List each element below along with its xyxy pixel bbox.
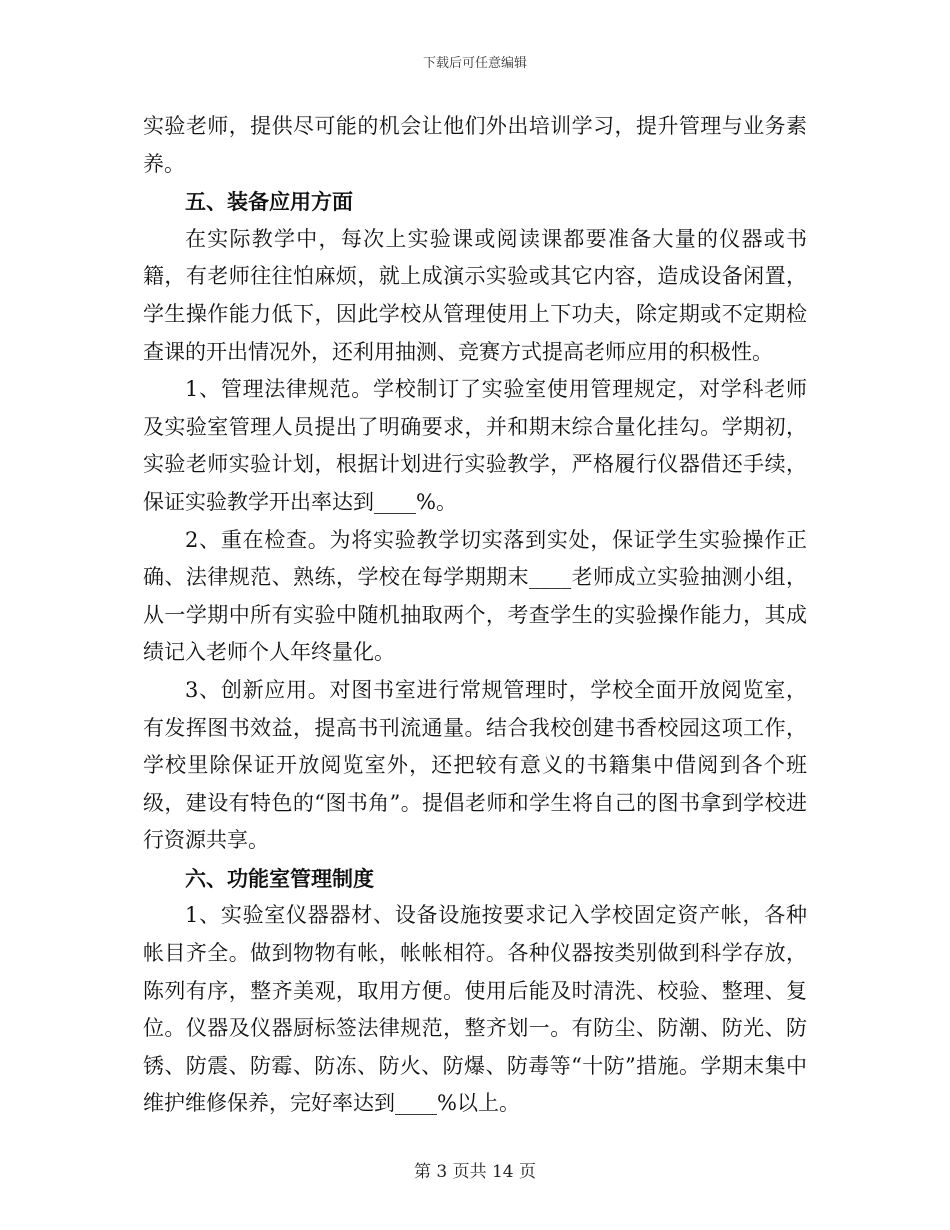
section-heading-function-room-rules: 六、功能室管理制度 [185,865,374,891]
page-number: 第 3 页共 14 页 [413,1162,537,1182]
paragraph-management-rules: 1、管理法律规范。学校制订了实验室使用管理规定，对学科老师及实验室管理人员提出了明确要求，并和期末综合量化挂勾。学期初，实验老师实验计划，根据计划进行实验教学，严格履行仪器借还手续，保证实验教学开出率达到____%。 [143,377,807,514]
document-body [143,108,807,1123]
section-heading-equipment-application: 五、装备应用方面 [185,189,353,215]
paragraph-innovation-application: 3、创新应用。对图书室进行常规管理时，学校全面开放阅览室，有发挥图书效益，提高书刊流通量。结合我校创建书香校园这项工作，学校里除保证开放阅览室外，还把较有意义的书籍集中借阅到各个班级，建设有特色的“图书角”。提倡老师和学生将自己的图书拿到学校进行资源共享。 [143,677,807,853]
paragraph-lab-equipment: 1、实验室仪器器材、设备设施按要求记入学校固定资产帐，各种帐目齐全。做到物物有帐，帐帐相符。各种仪器按类别做到科学存放，陈列有序，整齐美观，取用方便。使用后能及时清洗、校验、整理、复位。仪器及仪器厨标签法律规范，整齐划一。有防尘、防潮、防光、防锈、防震、防霉、防冻、防火、防爆、防毒等“十防”措施。学期末集中维护维修保养，完好率达到____%以上。 [143,903,807,1116]
paragraph-inspection: 2、重在检查。为将实验教学切实落到实处，保证学生实验操作正确、法律规范、熟练，学校在每学期期末____老师成立实验抽测小组，从一学期中所有实验中随机抽取两个，考查学生的实验操作能力，其成绩记入老师个人年终量化。 [143,527,807,665]
page-header: 下载后可任意编辑 [422,56,527,71]
paragraph-continuation: 实验老师，提供尽可能的机会让他们外出培训学习，提升管理与业务素养。 [143,114,807,176]
paragraph-teaching-practice: 在实际教学中，每次上实验课或阅读课都要准备大量的仪器或书籍，有老师往往怕麻烦，就上成演示实验或其它内容，造成设备闲置，学生操作能力低下，因此学校从管理使用上下功夫，除定期或不定期检查课的开出情况外，还利用抽测、竞赛方式提高老师应用的积极性。 [143,226,807,364]
